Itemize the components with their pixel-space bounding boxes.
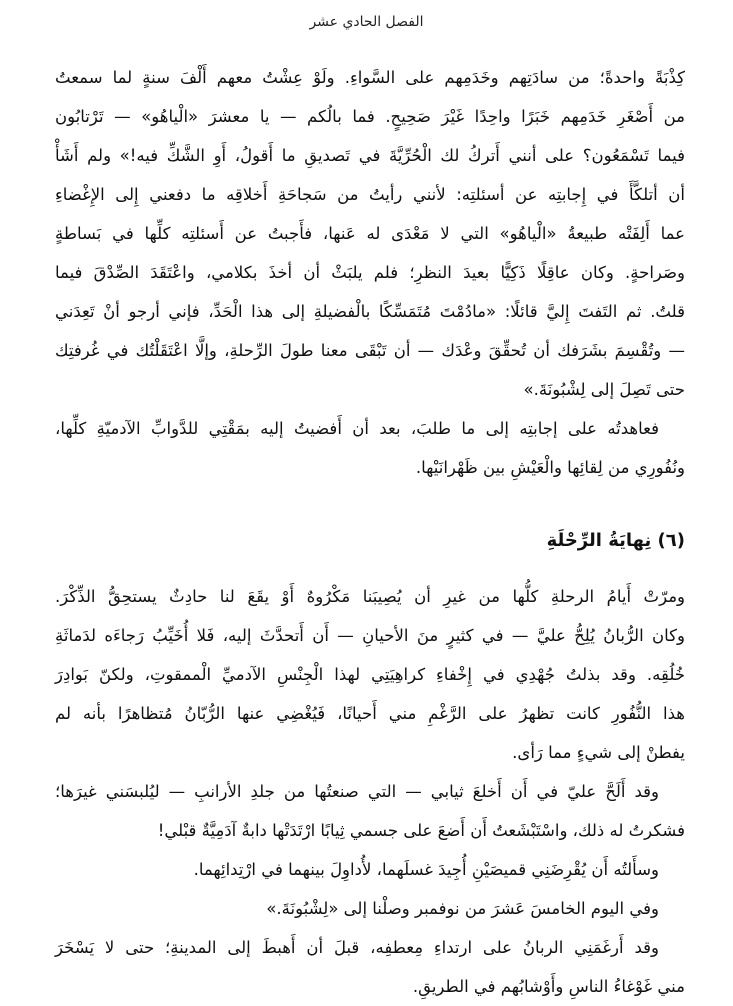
text-line: فيما تَسْمَعُون؟ على أنني أَتركُ لك الْحُرِّيَّةَ في تَصديقِ ما أَقولُ، أَوِ الشَّكِّ فيه!» ولم أَشَأْ — [55, 146, 685, 165]
text-line: ونُفُورِي من لِقائِها والْعَيْشِ بين ظَهْرانَيْها. — [415, 458, 685, 477]
text-line: ومرّتْ أَيامُ الرحلةِ كلُّها من غيرِ أن يُصِيبَنا مَكْرُوهٌ أَوْ يقَعَ لنا حادِثٌ يستحِقُّ الذِّكْرَ. — [55, 587, 685, 606]
text-line: قلتُ. ثم التَفتَ إِليَّ قائلًا: «مادُمْتَ مُتَمَسِّكًا بالْفضيلةِ إلى هذا الْحَدِّ، فإني أرجو أنْ تَعِدَني — [55, 302, 685, 321]
paragraph — [55, 850, 685, 889]
text-line: من أَصْغَرِ خَدَمِهم خَبَرًا واحِدًا غَيْرَ صَحِيحٍ. فما بالُكم — يا معشرَ «الْياهُو» — تَرْتابُون — [55, 107, 685, 126]
text-line: حتى تَصِلَ إلى لِشْبُونَةَ.» — [523, 380, 685, 399]
text-line: وسأَلتُه أَن يُقْرِضَنِي قميصَيْنِ أُجِيدَ غسلَهما، لأُداوِلَ بينهما في ارْتِدائِهما. — [193, 860, 659, 879]
text-line: خُلُقِه. وقد بذلتُ جُهْدِي في إِخْفاءِ كراهِيَتِي لهذا الْجِنْسِ الآدميِّ الْممقوتِ، ولكنّ بَوادِرَ — [55, 665, 685, 684]
paragraph — [55, 58, 685, 409]
text-line: فعاهدتُه على إجابتِه إلى ما طلبَ، بعد أن أَفضيتُ إليه بمَقْتِي للدَّوابِّ الآدميّةِ كلِّها، — [55, 419, 659, 438]
paragraph — [55, 772, 685, 850]
section-heading: (٦) نِهايَةُ الرِّحْلَةِ — [546, 530, 685, 551]
text-line: وفي اليوم الخامسَ عَشرَ من نوفمبر وصلْنا إلى «لِشْبُونَةَ.» — [266, 899, 659, 918]
text-line: عما أَلِفَتْه طبيعةُ «الْياهُو» التي لا مَعْدَى له عَنها، فأَجبتُ عن أَسئلتِه كلِّها في بَساطةٍ — [55, 224, 685, 243]
text-line: يفطنْ إلى شيءٍ مما رَأى. — [512, 743, 685, 762]
page-body — [55, 58, 685, 1006]
text-line: أن أتلكَّأَ في إِجابتِه عن أسئلتِه: لأنني رأيتُ من سَجاحَةِ أَخلاقِه ما دفعني إِلى الإِغْضاءِ — [55, 185, 685, 204]
paragraphs-before — [55, 58, 685, 487]
text-line: مني غَوْغاءُ الناسِ وأَوْشابُهم في الطريقِ. — [412, 977, 685, 996]
paragraphs-after — [55, 577, 685, 1006]
text-line: — وتُقْسِمَ بشَرَفك أن تُحقِّقَ وعْدَك — أن تَبْقَى معنا طولَ الرِّحلةِ، وإلَّا اعْتَقَلْتُك في غُرفتِك — [55, 341, 685, 360]
text-line: هذا النُّفُورِ كانت تظهرُ على الرَّغْمِ مني أَحيانًا، فَيُغْضِي عنها الرُّبّانُ مُتظاهرًا بأنه لم — [55, 704, 685, 723]
text-line: كِذْبَةً واحدةً؛ من سادَتِهم وخَدَمِهم على السَّواءِ. ولَوْ عِشْتُ معهم أَلْفَ سنةٍ لما سمعتُ — [55, 68, 685, 87]
paragraph — [55, 577, 685, 772]
paragraph — [55, 889, 685, 928]
text-line: وقد أَلَحَّ عليّ في أَن أَخلعَ ثيابي — التي صنعتُها من جلدِ الأرانبِ — ليُلبسَني غيرَها؛ — [55, 782, 659, 801]
text-line: وكان الرُّبانُ يُلِحُّ عليَّ — في كثيرٍ منَ الأحيانِ — أَن أَتحدَّثَ إليه، فَلا أُخَيِّبُ رَجاءَه لدَماثَةِ — [55, 626, 685, 645]
paragraph — [55, 409, 685, 487]
running-head: الفصل الحادي عشر — [309, 14, 424, 30]
text-line: فشكرتُ له ذلك، واسْتَبْشَعتُ أَن أَضعَ على جسمي ثِيابًا ارْتَدَتْها دابةٌ آدَمِيَّةٌ قبْلي! — [157, 821, 685, 840]
text-line: وصَراحةٍ. وكان عاقِلًا ذَكِيًّا بعيدَ النظرِ؛ فلم يلبَثْ أن أخذَ بكلامي، واعْتَقَدَ الصِّدْقَ فيما — [55, 263, 685, 282]
paragraph — [55, 928, 685, 1006]
text-line: وقد أَرغَمَنِي الربانُ على ارتداءِ مِعطفِه، قبلَ أن أَهبطَ إلى المدينةِ؛ حتى لا يَسْخَرَ — [55, 938, 659, 957]
